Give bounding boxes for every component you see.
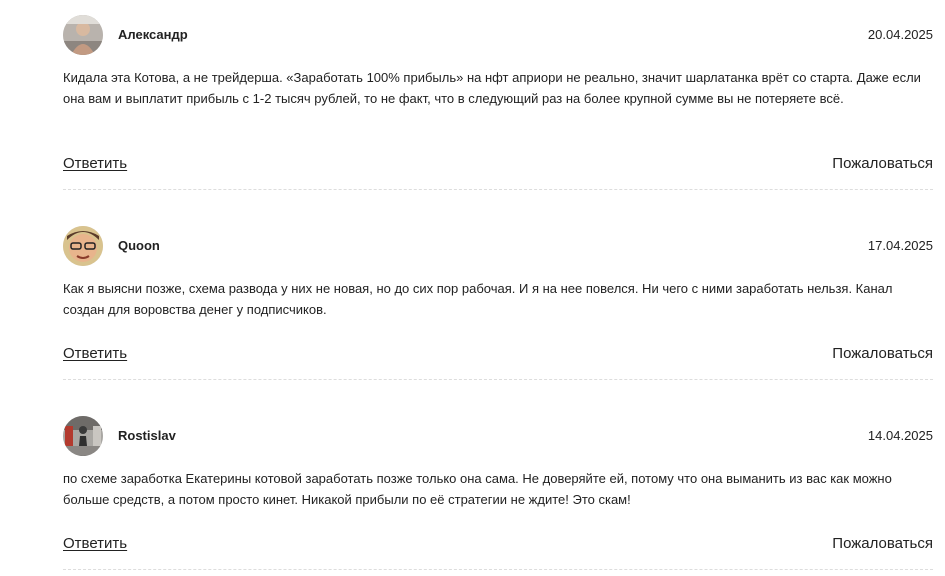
divider	[63, 569, 933, 570]
comment-date: 17.04.2025	[867, 238, 933, 253]
comment-actions	[63, 155, 933, 175]
comment-header	[63, 416, 933, 456]
comment-header	[63, 226, 933, 266]
comment-date: 14.04.2025	[867, 428, 933, 443]
report-link[interactable]: Пожаловаться	[832, 345, 933, 362]
comment-text: по схеме заработка Екатерины котовой заработать позже только она сама. Не доверяйте ей, потому что она выманить из вас как можно больше средств, а потом просто кинет. Никакой прибыли по её стратегии не ждите! Это скам!	[63, 471, 892, 507]
comment-actions	[63, 345, 933, 365]
avatar	[63, 226, 103, 266]
comment-author: Александр	[118, 27, 188, 42]
report-link[interactable]: Пожаловаться	[832, 535, 933, 552]
comment-header	[63, 15, 933, 55]
report-link[interactable]: Пожаловаться	[832, 155, 933, 172]
comment-item	[63, 416, 933, 552]
comment-text: Кидала эта Котова, а не трейдерша. «Заработать 100% прибыль» на нфт априори не реально, значит шарлатанка врёт со старта. Даже если она вам и выплатит прибыль с 1-2 тысяч рублей, то не факт, что в следующий раз на более крупной сумме вы не потеряете всё.	[63, 70, 921, 106]
comment-item	[63, 226, 933, 362]
reply-link[interactable]: Ответить	[63, 155, 128, 172]
comment-item	[63, 15, 933, 172]
divider	[63, 379, 933, 380]
comment-text: Как я выясни позже, схема развода у них не новая, но до сих пор рабочая. И я на нее повелся. Ни чего с ними заработать нельзя. Канал создан для воровства денег у подписчиков.	[63, 281, 893, 317]
comment-author: Quoon	[118, 238, 160, 253]
reply-link[interactable]: Ответить	[63, 345, 128, 362]
divider	[63, 189, 933, 190]
avatar	[63, 416, 103, 456]
comment-actions	[63, 535, 933, 555]
comment-date: 20.04.2025	[867, 27, 933, 42]
reply-link[interactable]: Ответить	[63, 535, 128, 552]
comment-author: Rostislav	[118, 428, 176, 443]
avatar	[63, 15, 103, 55]
